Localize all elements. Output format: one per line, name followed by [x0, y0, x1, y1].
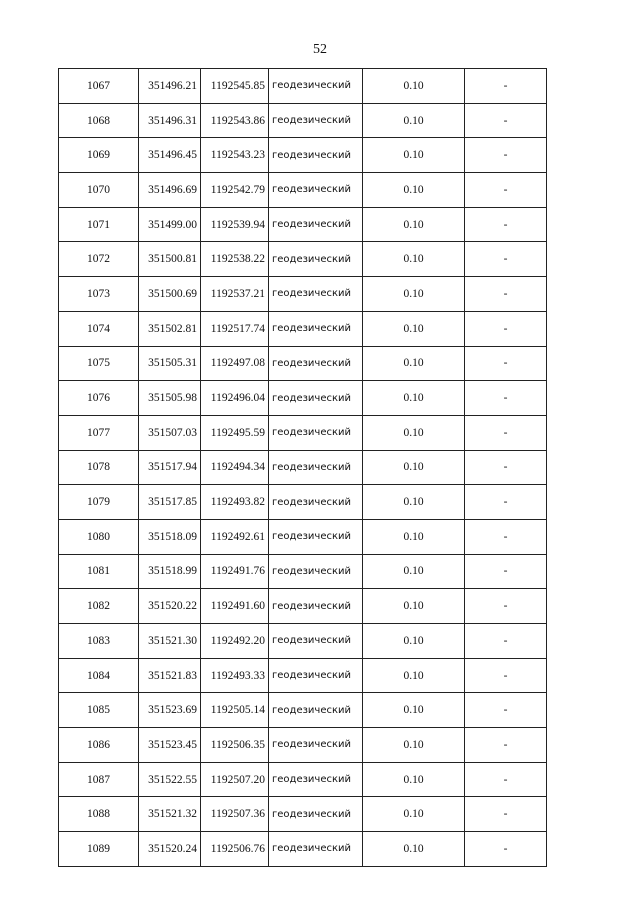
note-cell: - — [465, 693, 547, 728]
method-cell: геодезический — [269, 554, 363, 589]
point-number-cell: 1067 — [59, 69, 139, 104]
table-row — [59, 832, 547, 867]
y-coordinate-cell: 1192494.34 — [201, 450, 269, 485]
x-coordinate-cell: 351521.83 — [139, 658, 201, 693]
table-row — [59, 554, 547, 589]
accuracy-cell: 0.10 — [363, 589, 465, 624]
table-row — [59, 277, 547, 312]
accuracy-cell: 0.10 — [363, 415, 465, 450]
method-cell: геодезический — [269, 277, 363, 312]
method-cell: геодезический — [269, 242, 363, 277]
method-cell: геодезический — [269, 103, 363, 138]
method-cell: геодезический — [269, 450, 363, 485]
accuracy-cell: 0.10 — [363, 346, 465, 381]
y-coordinate-cell: 1192496.04 — [201, 381, 269, 416]
method-cell: геодезический — [269, 797, 363, 832]
x-coordinate-cell: 351520.22 — [139, 589, 201, 624]
x-coordinate-cell: 351517.85 — [139, 485, 201, 520]
note-cell: - — [465, 728, 547, 763]
y-coordinate-cell: 1192517.74 — [201, 311, 269, 346]
table-row — [59, 242, 547, 277]
table-row — [59, 797, 547, 832]
point-number-cell: 1076 — [59, 381, 139, 416]
x-coordinate-cell: 351507.03 — [139, 415, 201, 450]
x-coordinate-cell: 351500.81 — [139, 242, 201, 277]
y-coordinate-cell: 1192493.82 — [201, 485, 269, 520]
note-cell: - — [465, 554, 547, 589]
y-coordinate-cell: 1192505.14 — [201, 693, 269, 728]
method-cell: геодезический — [269, 138, 363, 173]
note-cell: - — [465, 311, 547, 346]
x-coordinate-cell: 351496.69 — [139, 173, 201, 208]
point-number-cell: 1068 — [59, 103, 139, 138]
note-cell: - — [465, 762, 547, 797]
accuracy-cell: 0.10 — [363, 450, 465, 485]
x-coordinate-cell: 351505.98 — [139, 381, 201, 416]
table-row — [59, 519, 547, 554]
method-cell: геодезический — [269, 589, 363, 624]
table-row — [59, 69, 547, 104]
y-coordinate-cell: 1192507.36 — [201, 797, 269, 832]
point-number-cell: 1073 — [59, 277, 139, 312]
x-coordinate-cell: 351521.32 — [139, 797, 201, 832]
accuracy-cell: 0.10 — [363, 554, 465, 589]
note-cell: - — [465, 277, 547, 312]
accuracy-cell: 0.10 — [363, 797, 465, 832]
point-number-cell: 1089 — [59, 832, 139, 867]
point-number-cell: 1079 — [59, 485, 139, 520]
point-number-cell: 1088 — [59, 797, 139, 832]
note-cell: - — [465, 138, 547, 173]
accuracy-cell: 0.10 — [363, 69, 465, 104]
point-number-cell: 1077 — [59, 415, 139, 450]
y-coordinate-cell: 1192492.61 — [201, 519, 269, 554]
x-coordinate-cell: 351522.55 — [139, 762, 201, 797]
y-coordinate-cell: 1192491.76 — [201, 554, 269, 589]
point-number-cell: 1069 — [59, 138, 139, 173]
accuracy-cell: 0.10 — [363, 207, 465, 242]
note-cell: - — [465, 346, 547, 381]
table-row — [59, 693, 547, 728]
method-cell: геодезический — [269, 728, 363, 763]
y-coordinate-cell: 1192493.33 — [201, 658, 269, 693]
note-cell: - — [465, 624, 547, 659]
table-row — [59, 381, 547, 416]
point-number-cell: 1074 — [59, 311, 139, 346]
note-cell: - — [465, 381, 547, 416]
table-row — [59, 103, 547, 138]
accuracy-cell: 0.10 — [363, 242, 465, 277]
y-coordinate-cell: 1192542.79 — [201, 173, 269, 208]
note-cell: - — [465, 450, 547, 485]
y-coordinate-cell: 1192543.86 — [201, 103, 269, 138]
method-cell: геодезический — [269, 658, 363, 693]
note-cell: - — [465, 173, 547, 208]
x-coordinate-cell: 351517.94 — [139, 450, 201, 485]
table-row — [59, 658, 547, 693]
y-coordinate-cell: 1192539.94 — [201, 207, 269, 242]
point-number-cell: 1087 — [59, 762, 139, 797]
note-cell: - — [465, 415, 547, 450]
accuracy-cell: 0.10 — [363, 173, 465, 208]
y-coordinate-cell: 1192497.08 — [201, 346, 269, 381]
y-coordinate-cell: 1192492.20 — [201, 624, 269, 659]
y-coordinate-cell: 1192545.85 — [201, 69, 269, 104]
note-cell: - — [465, 519, 547, 554]
y-coordinate-cell: 1192537.21 — [201, 277, 269, 312]
point-number-cell: 1080 — [59, 519, 139, 554]
accuracy-cell: 0.10 — [363, 728, 465, 763]
point-number-cell: 1075 — [59, 346, 139, 381]
accuracy-cell: 0.10 — [363, 519, 465, 554]
accuracy-cell: 0.10 — [363, 832, 465, 867]
table-row — [59, 728, 547, 763]
note-cell: - — [465, 207, 547, 242]
x-coordinate-cell: 351523.69 — [139, 693, 201, 728]
table-row — [59, 346, 547, 381]
method-cell: геодезический — [269, 832, 363, 867]
table-row — [59, 450, 547, 485]
point-number-cell: 1081 — [59, 554, 139, 589]
point-number-cell: 1078 — [59, 450, 139, 485]
table-row — [59, 138, 547, 173]
y-coordinate-cell: 1192506.35 — [201, 728, 269, 763]
x-coordinate-cell: 351499.00 — [139, 207, 201, 242]
accuracy-cell: 0.10 — [363, 381, 465, 416]
y-coordinate-cell: 1192538.22 — [201, 242, 269, 277]
point-number-cell: 1083 — [59, 624, 139, 659]
note-cell: - — [465, 797, 547, 832]
note-cell: - — [465, 658, 547, 693]
x-coordinate-cell: 351520.24 — [139, 832, 201, 867]
accuracy-cell: 0.10 — [363, 277, 465, 312]
point-number-cell: 1084 — [59, 658, 139, 693]
method-cell: геодезический — [269, 69, 363, 104]
table-row — [59, 173, 547, 208]
x-coordinate-cell: 351518.99 — [139, 554, 201, 589]
method-cell: геодезический — [269, 519, 363, 554]
note-cell: - — [465, 69, 547, 104]
method-cell: геодезический — [269, 173, 363, 208]
table-row — [59, 624, 547, 659]
point-number-cell: 1072 — [59, 242, 139, 277]
y-coordinate-cell: 1192491.60 — [201, 589, 269, 624]
accuracy-cell: 0.10 — [363, 658, 465, 693]
x-coordinate-cell: 351496.45 — [139, 138, 201, 173]
x-coordinate-cell: 351496.21 — [139, 69, 201, 104]
y-coordinate-cell: 1192507.20 — [201, 762, 269, 797]
method-cell: геодезический — [269, 311, 363, 346]
y-coordinate-cell: 1192506.76 — [201, 832, 269, 867]
x-coordinate-cell: 351521.30 — [139, 624, 201, 659]
method-cell: геодезический — [269, 346, 363, 381]
y-coordinate-cell: 1192543.23 — [201, 138, 269, 173]
method-cell: геодезический — [269, 415, 363, 450]
accuracy-cell: 0.10 — [363, 311, 465, 346]
x-coordinate-cell: 351502.81 — [139, 311, 201, 346]
accuracy-cell: 0.10 — [363, 762, 465, 797]
note-cell: - — [465, 103, 547, 138]
y-coordinate-cell: 1192495.59 — [201, 415, 269, 450]
x-coordinate-cell: 351523.45 — [139, 728, 201, 763]
accuracy-cell: 0.10 — [363, 485, 465, 520]
method-cell: геодезический — [269, 485, 363, 520]
accuracy-cell: 0.10 — [363, 138, 465, 173]
x-coordinate-cell: 351500.69 — [139, 277, 201, 312]
method-cell: геодезический — [269, 381, 363, 416]
note-cell: - — [465, 832, 547, 867]
table-row — [59, 311, 547, 346]
page-number: 52 — [313, 42, 327, 57]
point-number-cell: 1071 — [59, 207, 139, 242]
method-cell: геодезический — [269, 693, 363, 728]
x-coordinate-cell: 351518.09 — [139, 519, 201, 554]
note-cell: - — [465, 242, 547, 277]
x-coordinate-cell: 351505.31 — [139, 346, 201, 381]
accuracy-cell: 0.10 — [363, 103, 465, 138]
point-number-cell: 1085 — [59, 693, 139, 728]
method-cell: геодезический — [269, 624, 363, 659]
coordinates-table-body — [59, 69, 547, 867]
note-cell: - — [465, 485, 547, 520]
note-cell: - — [465, 589, 547, 624]
accuracy-cell: 0.10 — [363, 624, 465, 659]
point-number-cell: 1082 — [59, 589, 139, 624]
table-row — [59, 762, 547, 797]
accuracy-cell: 0.10 — [363, 693, 465, 728]
method-cell: геодезический — [269, 762, 363, 797]
coordinates-table — [58, 68, 547, 867]
table-row — [59, 485, 547, 520]
table-row — [59, 589, 547, 624]
method-cell: геодезический — [269, 207, 363, 242]
table-row — [59, 415, 547, 450]
table-row — [59, 207, 547, 242]
x-coordinate-cell: 351496.31 — [139, 103, 201, 138]
point-number-cell: 1070 — [59, 173, 139, 208]
point-number-cell: 1086 — [59, 728, 139, 763]
